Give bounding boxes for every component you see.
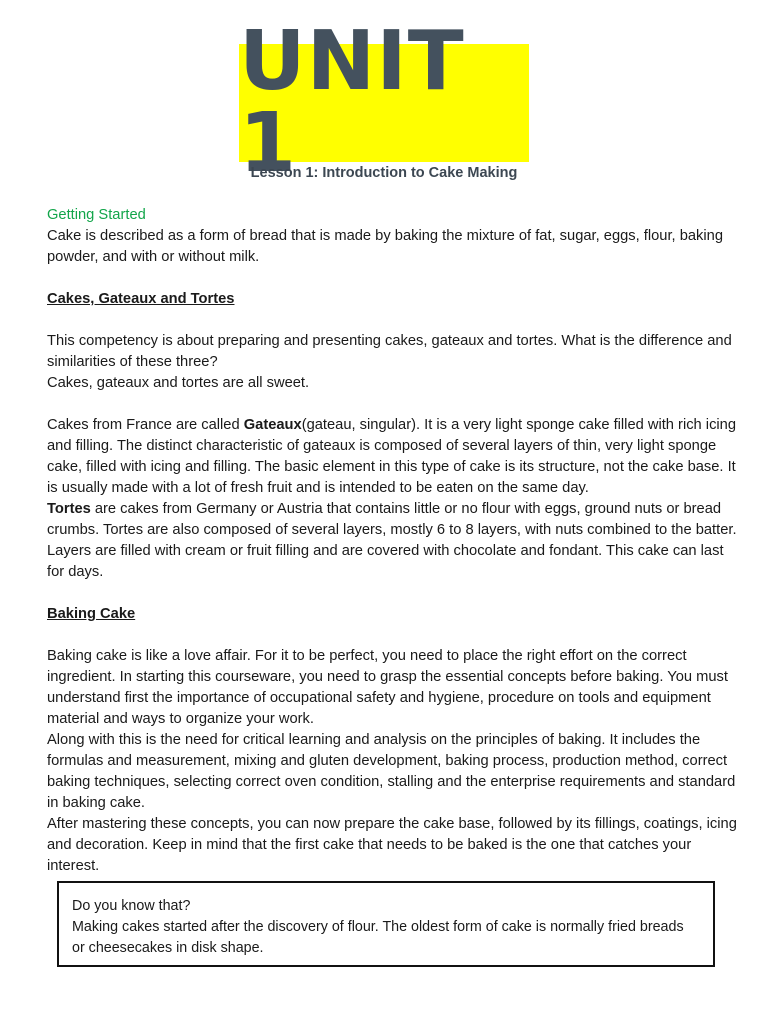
gateaux-intro-text: Cakes from France are called <box>47 417 244 433</box>
paragraph-love-affair: Baking cake is like a love affair. For it to be perfect, you need to place the right effort on the correct ingredient. In starting this courseware, you need to grasp the essential concepts before baking. You must understand first the importance of occupational safety and hygiene, procedure on tools and equipment material and ways to organize your work. <box>47 648 728 727</box>
document-body <box>47 205 737 877</box>
callout-title: Do you know that? <box>72 898 191 914</box>
paragraph-tortes <box>47 499 737 583</box>
paragraph-principles: Along with this is the need for critical learning and analysis on the principles of baking. It includes the formulas and measurement, mixing and gluten development, baking process, production method, correct baking techniques, selecting correct oven condition, stalling and the enterprise requirements and standard in baking cake. <box>47 732 736 811</box>
did-you-know-box <box>57 881 715 967</box>
paragraph-mastering: After mastering these concepts, you can now prepare the cake base, followed by its fillings, coatings, icing and decoration. Keep in mind that the first cake that needs to be baked is the one that catches your interest. <box>47 816 737 874</box>
callout-text: Making cakes started after the discovery of flour. The oldest form of cake is normally fried breads or cheesecakes in disk shape. <box>72 919 684 956</box>
paragraph-competency: This competency is about preparing and presenting cakes, gateaux and tortes. What is the difference and similarities of these three? <box>47 333 732 370</box>
intro-paragraph: Cake is described as a form of bread that is made by baking the mixture of fat, sugar, eggs, flour, baking powder, and with or without milk. <box>47 228 723 265</box>
tortes-term: Tortes <box>47 501 91 517</box>
paragraph-gateaux <box>47 415 737 499</box>
unit-title: UNIT 1 <box>239 14 465 191</box>
getting-started-subheading: Getting Started <box>47 207 146 223</box>
gateaux-description: (gateau, singular). It is a very light sponge cake filled with rich icing and filling. The distinct characteristic of gateaux is composed of several layers of thin, very light sponge cake, filled with icing and filling. The basic element in this type of cake is its structure, not the cake base. It is usually made with a lot of fresh fruit and is intended to be eaten on the same day. <box>47 417 737 496</box>
tortes-description: are cakes from Germany or Austria that contains little or no flour with eggs, ground nuts or bread crumbs. Tortes are also composed of several layers, mostly 6 to 8 layers, with nuts combined to the batter. Layers are filled with cream or fruit filling and are covered with chocolate and fondant. This cake can last for days. <box>47 501 737 580</box>
gateaux-term: Gateaux <box>243 417 302 433</box>
section-heading-baking-cake: Baking Cake <box>47 606 136 622</box>
section-heading-cakes-gateaux-tortes: Cakes, Gateaux and Tortes <box>47 291 235 307</box>
lesson-title: Lesson 1: Introduction to Cake Making <box>250 165 518 181</box>
paragraph-all-sweet: Cakes, gateaux and tortes are all sweet. <box>47 375 310 391</box>
